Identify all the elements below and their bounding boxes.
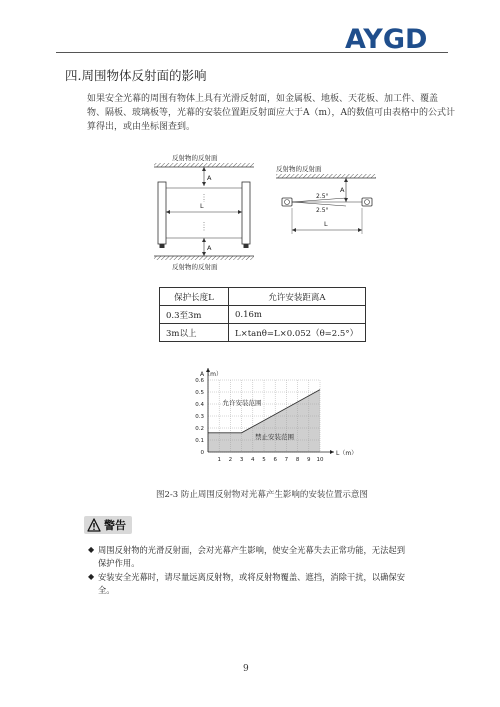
y-axis-label: A（m）: [200, 371, 222, 378]
paragraph-line: 物、隔板、玻璃板等，光幕的安装位置距反射面应大于A（m），A的数值可由表格中的公式计: [87, 108, 456, 118]
x-tick-label: 5: [262, 457, 266, 463]
warning-badge: [84, 516, 132, 534]
table-cell: L×tanθ=L×0.052（θ=2.5°）: [229, 324, 366, 342]
y-tick-label: 0.1: [195, 438, 204, 444]
y-tick-label: 0.4: [195, 402, 204, 408]
paragraph-line: 算得出，或由坐标图查到。: [87, 122, 196, 132]
table-row: [160, 306, 366, 324]
paragraph-line: 如果安全光幕的周围有物体上具有光滑反射面，如金属板、地板、天花板、加工件、覆盖: [87, 94, 439, 104]
a-label-top-view: A: [340, 186, 345, 194]
bullet-diamond-icon: ◆: [88, 572, 95, 581]
table-row: [160, 324, 366, 342]
y-tick-label: 0.2: [195, 426, 204, 432]
emitter-unit: [282, 198, 292, 206]
top-reflector: [154, 163, 254, 167]
receiver-unit: [362, 198, 372, 206]
y-tick-label: 0.3: [195, 414, 204, 420]
x-tick-label: 7: [284, 457, 289, 463]
x-tick-label: 10: [316, 457, 324, 463]
bottom-reflector-label: 反射物的反射面: [172, 263, 218, 271]
l-label-front: L: [200, 202, 204, 210]
x-tick-label: 8: [295, 457, 300, 463]
intro-paragraph: [87, 92, 456, 134]
top-view-reflector: [276, 174, 376, 178]
section-title: 四.周围物体反射面的影响: [65, 68, 207, 83]
emitter-column: [158, 182, 166, 244]
x-axis-arrow: [330, 450, 334, 454]
list-item: ◆ 周围反射物的光滑反射面，会对光幕产生影响，使安全光幕失去正常功能，无法起到 保护作用。: [88, 545, 405, 568]
x-tick-label: 3: [239, 457, 244, 463]
page-number: 9: [243, 664, 249, 674]
warning-triangle-icon: [87, 518, 101, 532]
angle-lower-label: 2.5°: [316, 207, 329, 214]
aygd-logo: [345, 22, 457, 52]
installation-distance-table: [159, 287, 366, 342]
bottom-reflector: [154, 256, 254, 260]
logo-text: AYGD: [345, 24, 428, 52]
y-tick-label: 0: [200, 450, 204, 456]
angle-upper-label: 2.5°: [316, 193, 329, 200]
y-tick-label: 0.6: [195, 378, 204, 384]
table-header: 保护长度L: [160, 288, 229, 306]
distance-chart: [180, 360, 360, 465]
forbidden-region-label: 禁止安装范围: [255, 432, 295, 441]
x-tick-label: 4: [251, 457, 255, 463]
a-label-top: A: [207, 174, 212, 182]
table-cell: 3m以上: [160, 324, 229, 342]
receiver-column: [242, 182, 250, 244]
allowed-region-label: 允许安装范围: [222, 399, 262, 408]
x-tick-label: 2: [228, 457, 233, 463]
table-header: 允许安装距离A: [229, 288, 366, 306]
top-reflector-label: 反射物的反射面: [172, 154, 218, 162]
l-label-top-view: L: [324, 220, 328, 228]
x-tick-label: 1: [217, 457, 221, 463]
reflector-diagram-top: [272, 162, 382, 240]
table-cell: 0.3至3m: [160, 306, 229, 324]
list-item: ◆ 安装安全光幕时，请尽量远离反射物，或将反射物覆盖、遮挡，消除干扰，以确保安 全。: [88, 572, 405, 595]
reflector-diagram-front: [150, 152, 268, 272]
x-tick-label: 9: [307, 457, 311, 463]
figure-caption: 图2-3 防止周围反射物对光幕产生影响的安装位置示意图: [156, 490, 368, 500]
a-label-bottom: A: [207, 244, 212, 252]
x-axis-label: L（m）: [336, 450, 358, 457]
warning-label: 警告: [104, 519, 126, 532]
bullet-diamond-icon: ◆: [88, 545, 95, 554]
table-cell: 0.16m: [229, 306, 366, 324]
warning-list: [88, 544, 448, 598]
header-rule: [56, 52, 448, 53]
top-view-reflector-label: 反射物的反射面: [276, 165, 322, 173]
x-tick-label: 6: [273, 457, 277, 463]
y-tick-label: 0.5: [195, 390, 204, 396]
